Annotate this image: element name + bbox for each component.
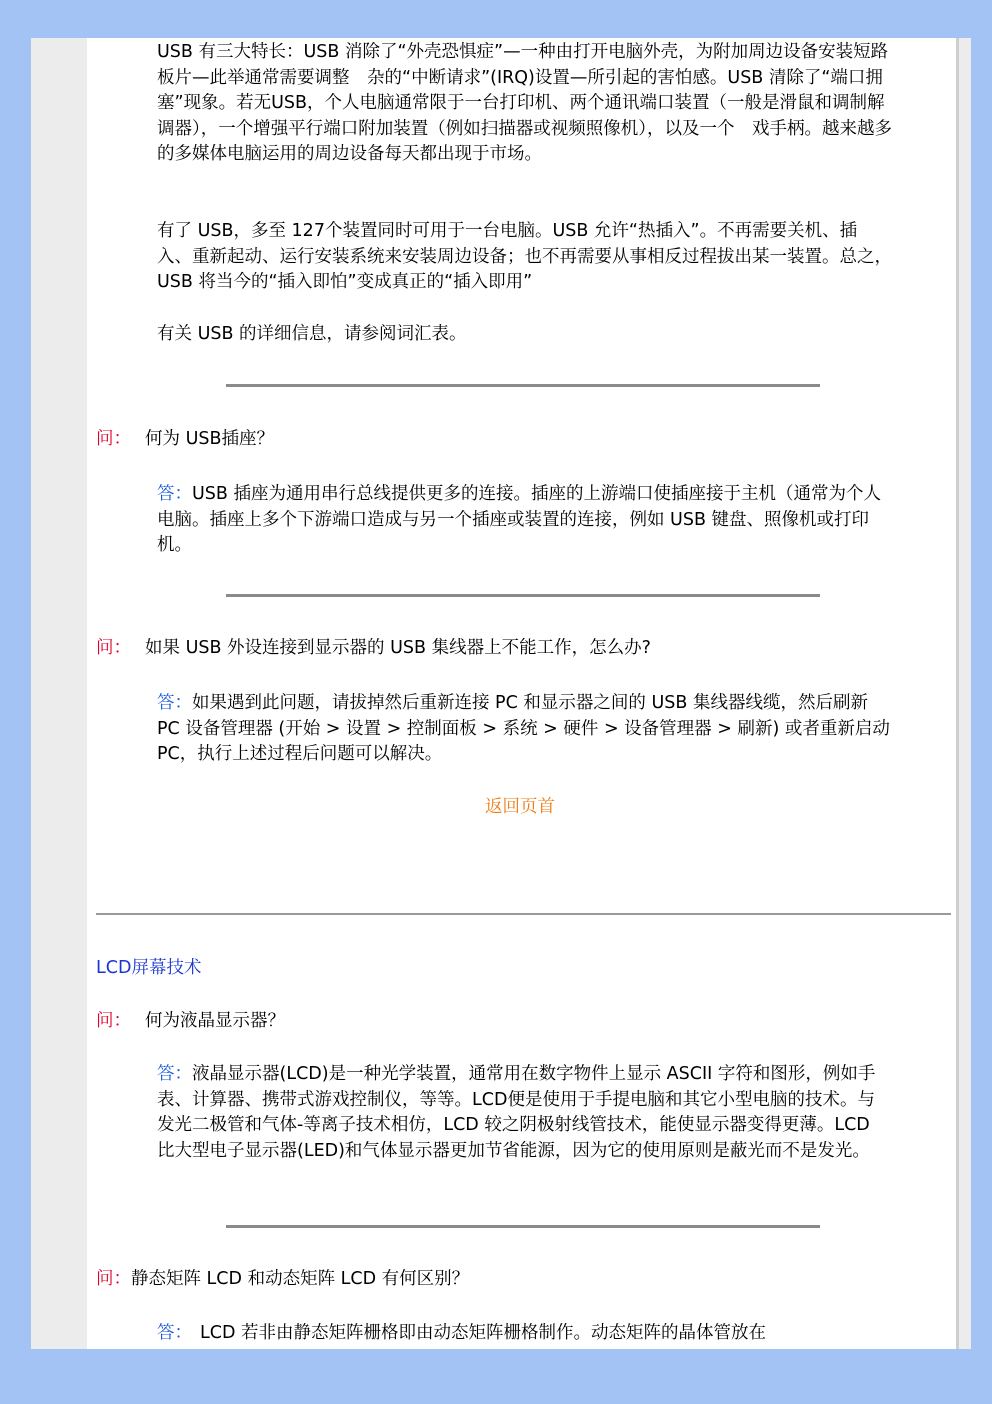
- question-label: 问：: [96, 429, 131, 449]
- section-divider: [226, 384, 820, 387]
- section-divider: [226, 594, 820, 597]
- question-label: 问：: [96, 638, 131, 658]
- left-margin: [31, 38, 87, 1349]
- faq-question: [96, 427, 896, 453]
- answer-label: 答：: [157, 1064, 192, 1084]
- answer-text: 液晶显示器(LCD)是一种光学装置，通常用在数字物件上显示 ASCII 字符和图形，例如手表、计算器、携带式游戏控制仪，等等。LCD便是使用于手提电脑和其它小型电脑的技术。与发光二极管和气体-等离子技术相仿，LCD 较之阴极射线管技术，能使显示器变得更薄。LCD 比大型电子显示器(LED)和气体显示器更加节省能源，因为它的使用原则是蔽光而不是发光。: [157, 1064, 876, 1161]
- question-text: 如果 USB 外设连接到显示器的 USB 集线器上不能工作，怎么办?: [145, 638, 651, 658]
- faq-answer: [157, 691, 892, 768]
- question-text: 静态矩阵 LCD 和动态矩阵 LCD 有何区别？: [131, 1269, 470, 1289]
- faq-question: [96, 636, 896, 662]
- answer-text: USB 插座为通用串行总线提供更多的连接。插座的上游端口使插座接于主机（通常为个人电脑。插座上多个下游端口造成与另一个插座或装置的连接，例如 USB 键盘、照像机或打印机。: [157, 484, 881, 555]
- usb-features-paragraph: USB 有三大特长：USB 消除了“外壳恐惧症”—一种由打开电脑外壳，为附加周边设备安装短路板片—此举通常需要调整 杂的“中断请求”(IRQ)设置—所引起的害怕感。USB 清除了“端口拥塞”现象。若无USB，个人电脑通常限于一台打印机、两个通讯端口装置（一般是滑鼠和调制解调器），一个增强平行端口附加装置（例如扫描器或视频照像机），以及一个 戏手柄。越来越多的多媒体电脑运用的周边设备每天都出现于市场。: [157, 42, 892, 164]
- faq-question: [96, 1267, 896, 1293]
- faq-answer: [157, 482, 892, 559]
- faq-answer: [157, 1062, 892, 1164]
- answer-text: LCD 若非由静态矩阵栅格即由动态矩阵栅格制作。动态矩阵的晶体管放在: [200, 1323, 767, 1343]
- usb-glossary-paragraph: 有关 USB 的详细信息，请参阅词汇表。: [157, 324, 467, 344]
- answer-label: 答：: [157, 1323, 192, 1343]
- usb-hot-plug-paragraph: 有了 USB，多至 127个装置同时可用于一台电脑。USB 允许“热插入”。不再需要关机、插入、重新起动、运行安装系统来安装周边设备；也不再需要从事相反过程拔出某一装置。总之，USB 将当今的“插入即怕”变成真正的“插入即用”: [157, 221, 892, 292]
- chapter-divider: [96, 913, 951, 915]
- lcd-section-title[interactable]: LCD屏幕技术: [96, 958, 202, 978]
- question-label: 问：: [96, 1269, 131, 1289]
- page-content: [96, 38, 951, 1349]
- right-margin: [959, 38, 971, 1349]
- question-text: 何为液晶显示器？: [145, 1011, 285, 1031]
- question-text: 何为 USB插座？: [145, 429, 274, 449]
- section-divider: [226, 1225, 820, 1228]
- question-label: 问：: [96, 1011, 131, 1031]
- document-page: [31, 38, 971, 1349]
- answer-text: 如果遇到此问题，请拔掉然后重新连接 PC 和显示器之间的 USB 集线器线缆，然后刷新 PC 设备管理器 (开始 > 设置 > 控制面板 > 系统 > 硬件 > 设备管理器 > 刷新) 或者重新启动 PC，执行上述过程后问题可以解决。: [157, 693, 890, 764]
- faq-answer: [157, 1321, 892, 1347]
- faq-question: [96, 1009, 896, 1035]
- answer-label: 答：: [157, 484, 192, 504]
- answer-label: 答：: [157, 693, 192, 713]
- back-to-top-link[interactable]: 返回页首: [485, 797, 555, 817]
